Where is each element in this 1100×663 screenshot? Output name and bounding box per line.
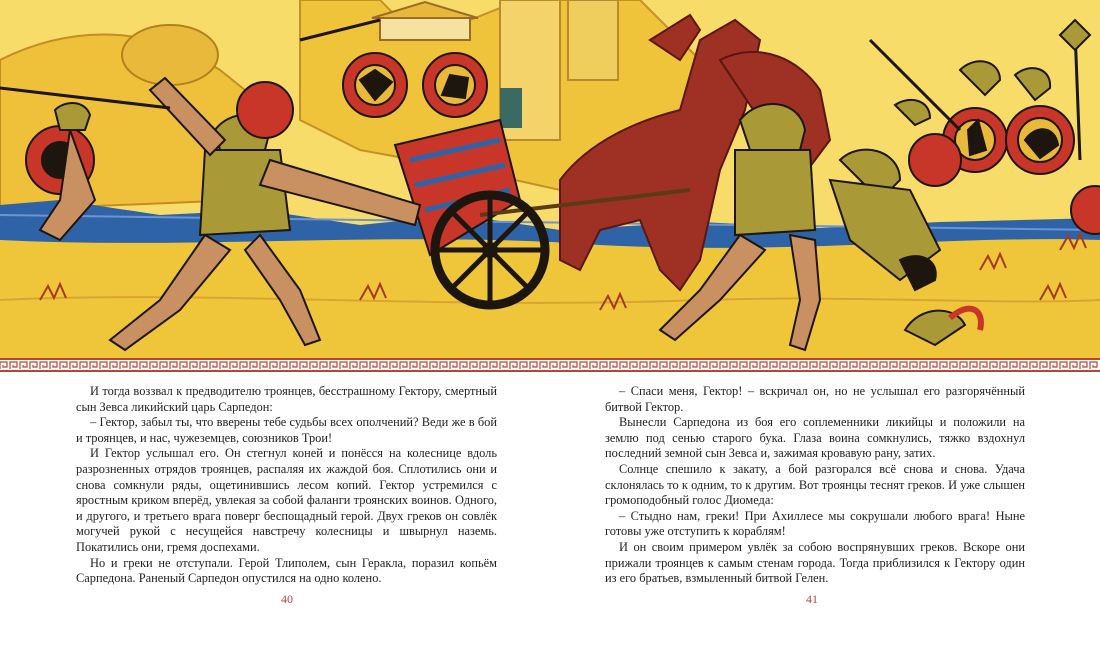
paragraph: И Гектор услышал его. Он стегнул коней и понёсся на колеснице вдоль разрозненных отрядов троянцев, распаляя их жаждой боя. Сплотились они и снова сомкнули ряды, ощетинившись лесом копий. Гектор устремился с яростным криком вперёд, увлекая за собой фаланги троянских воинов. Одного, и другого, и третьего врага поверг беспощадный герой. Двух греков он совлёк могучей рукой с несущейся навстречу колесницы и швырнул наземь. Покатились они, гремя доспехами. (76, 446, 497, 554)
paragraph: Солнце спешило к закату, а бой разгорался всё снова и снова. Удача склонялась то к одним, то к другим. Вот троянцы теснят греков. И уже слышен громоподобный голос Диомеда: (605, 461, 1025, 508)
paragraph: – Стыдно нам, греки! При Ахиллесе мы сокрушали любого врага! Ныне готовы уже отступить к кораблям! (605, 508, 1025, 539)
left-page-text (76, 384, 497, 587)
page-number-left: 40 (281, 592, 293, 606)
decorative-border (0, 358, 1100, 372)
paragraph: Вынесли Сарпедона из боя его соплеменники ликийцы и положили на землю под сенью старого бука. Глаза воина сомкнулись, тяжко вздохнул последний земной сын Зевса и, зажимая кровавую рану, затих. (605, 415, 1025, 461)
right-page-text (605, 384, 1025, 587)
paragraph: И он своим примером увлёк за собою воспрянувших греков. Вскоре они прижали троянцев к самым стенам города. Тогда приблизился к Гектору один из его братьев, взмыленный битвой Гелен. (605, 539, 1025, 586)
paragraph: – Спаси меня, Гектор! – вскричал он, но не услышал его разгорячённый битвой Гектор. (605, 384, 1025, 414)
paragraph: И тогда воззвал к предводителю троянцев, бесстрашному Гектору, смертный сын Зевса ликийский царь Сарпедон: (76, 384, 497, 414)
paragraph: – Гектор, забыл ты, что вверены тебе судьбы всех ополчений? Веди же в бой и троянцев, и нас, чужеземцев, союзников Трои! (76, 415, 497, 445)
paragraph: Но и греки не отступали. Герой Тлиполем, сын Геракла, поразил копьём Сарпедона. Раненый Сарпедон опустился на одно колено. (76, 555, 497, 586)
page-number-right: 41 (806, 592, 818, 606)
